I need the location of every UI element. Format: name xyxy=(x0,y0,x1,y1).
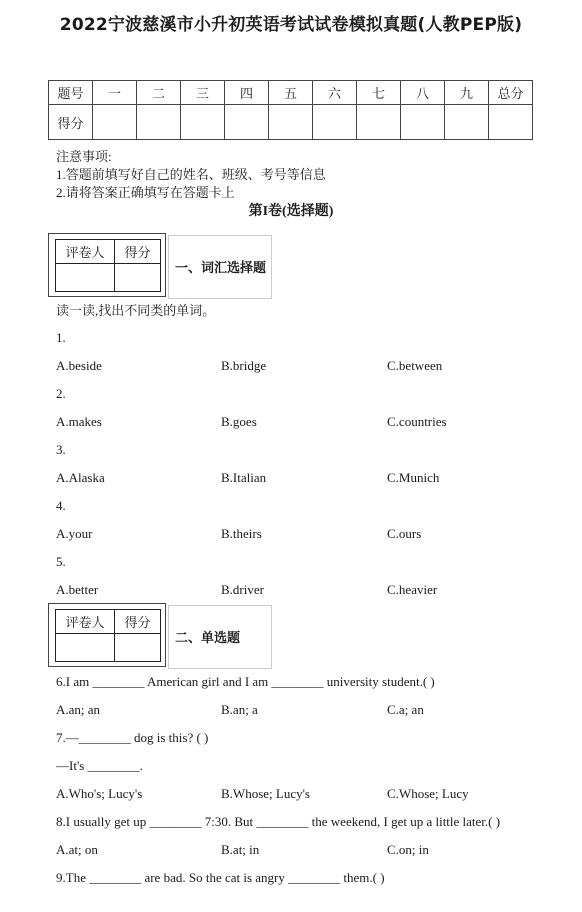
option-a: A.your xyxy=(56,526,93,541)
option-b: B.Italian xyxy=(221,470,267,485)
score-header-cell: 八 xyxy=(401,81,445,105)
score-header-cell: 六 xyxy=(313,81,357,105)
score-header-cell: 二 xyxy=(137,81,181,105)
score-cell xyxy=(225,105,269,140)
question-stem: 6.I am ________ American girl and I am ________ university student.( ) xyxy=(56,674,435,689)
score-table xyxy=(48,80,533,140)
grader-reviewer-cell xyxy=(56,264,115,292)
option-a: A.beside xyxy=(56,358,102,373)
option-a: A.makes xyxy=(56,414,102,429)
option-c: C.heavier xyxy=(387,582,438,597)
option-b: B.Whose; Lucy's xyxy=(221,786,310,801)
score-cell xyxy=(357,105,401,140)
option-b: B.bridge xyxy=(221,358,267,373)
section-title: 二、单选题 xyxy=(175,631,241,646)
score-table-score-row xyxy=(49,105,533,140)
score-cell xyxy=(401,105,445,140)
question-number: 4. xyxy=(56,498,66,513)
option-c: C.Whose; Lucy xyxy=(387,786,469,801)
section-title-box xyxy=(168,605,272,669)
option-c: C.ours xyxy=(387,526,422,541)
option-b: B.driver xyxy=(221,582,264,597)
score-table-header-row xyxy=(49,81,533,105)
question-answer-line: —It's ________. xyxy=(56,758,143,773)
question-number: 3. xyxy=(56,442,66,457)
question-stem: 9.The ________ are bad. So the cat is angry ________ them.( ) xyxy=(56,870,385,885)
option-b: B.an; a xyxy=(221,702,258,717)
section-instruction: 读一读,找出不同类的单词。 xyxy=(56,303,216,318)
question-number: 5. xyxy=(56,554,66,569)
option-b: B.theirs xyxy=(221,526,262,541)
score-header-cell: 五 xyxy=(269,81,313,105)
grader-score-label: 得分 xyxy=(115,610,161,634)
score-cell xyxy=(137,105,181,140)
score-cell xyxy=(489,105,533,140)
score-header-cell: 总分 xyxy=(489,81,533,105)
option-c: C.between xyxy=(387,358,443,373)
page-title: 2022宁波慈溪市小升初英语考试试卷模拟真题(人教PEP版) xyxy=(59,15,523,35)
question-number: 1. xyxy=(56,330,66,345)
grader-reviewer-cell xyxy=(56,634,115,662)
score-cell xyxy=(269,105,313,140)
score-header-cell: 四 xyxy=(225,81,269,105)
question-number: 2. xyxy=(56,386,66,401)
notes-item: 2.请将答案正确填写在答题卡上 xyxy=(56,185,235,200)
grader-reviewer-label: 评卷人 xyxy=(56,240,115,264)
section-title: 一、词汇选择题 xyxy=(175,261,267,276)
option-a: A.an; an xyxy=(56,702,101,717)
score-header-cell: 七 xyxy=(357,81,401,105)
grader-table xyxy=(48,603,166,667)
option-a: A.at; on xyxy=(56,842,98,857)
grader-score-cell xyxy=(115,634,161,662)
score-header-cell: 九 xyxy=(445,81,489,105)
part-title: 第I卷(选择题) xyxy=(248,204,334,219)
score-cell xyxy=(313,105,357,140)
option-b: B.goes xyxy=(221,414,257,429)
option-c: C.countries xyxy=(387,414,447,429)
score-cell xyxy=(181,105,225,140)
question-stem: 8.I usually get up ________ 7:30. But ________ the weekend, I get up a little later.( ) xyxy=(56,814,501,829)
question-stem: 7.—________ dog is this? ( ) xyxy=(56,730,209,745)
score-cell xyxy=(93,105,137,140)
option-a: A.better xyxy=(56,582,99,597)
option-c: C.Munich xyxy=(387,470,440,485)
grader-reviewer-label: 评卷人 xyxy=(56,610,115,634)
grader-score-cell xyxy=(115,264,161,292)
section-title-box xyxy=(168,235,272,299)
option-c: C.on; in xyxy=(387,842,429,857)
score-header-cell: 一 xyxy=(93,81,137,105)
option-a: A.Who's; Lucy's xyxy=(56,786,143,801)
notes-heading: 注意事项: xyxy=(56,149,112,164)
option-a: A.Alaska xyxy=(56,470,105,485)
option-b: B.at; in xyxy=(221,842,260,857)
score-header-cell: 三 xyxy=(181,81,225,105)
score-cell xyxy=(445,105,489,140)
option-c: C.a; an xyxy=(387,702,424,717)
grader-score-label: 得分 xyxy=(115,240,161,264)
grader-table xyxy=(48,233,166,297)
notes-item: 1.答题前填写好自己的姓名、班级、考号等信息 xyxy=(56,167,326,182)
score-header-cell: 题号 xyxy=(49,81,93,105)
score-row-label: 得分 xyxy=(49,105,93,140)
